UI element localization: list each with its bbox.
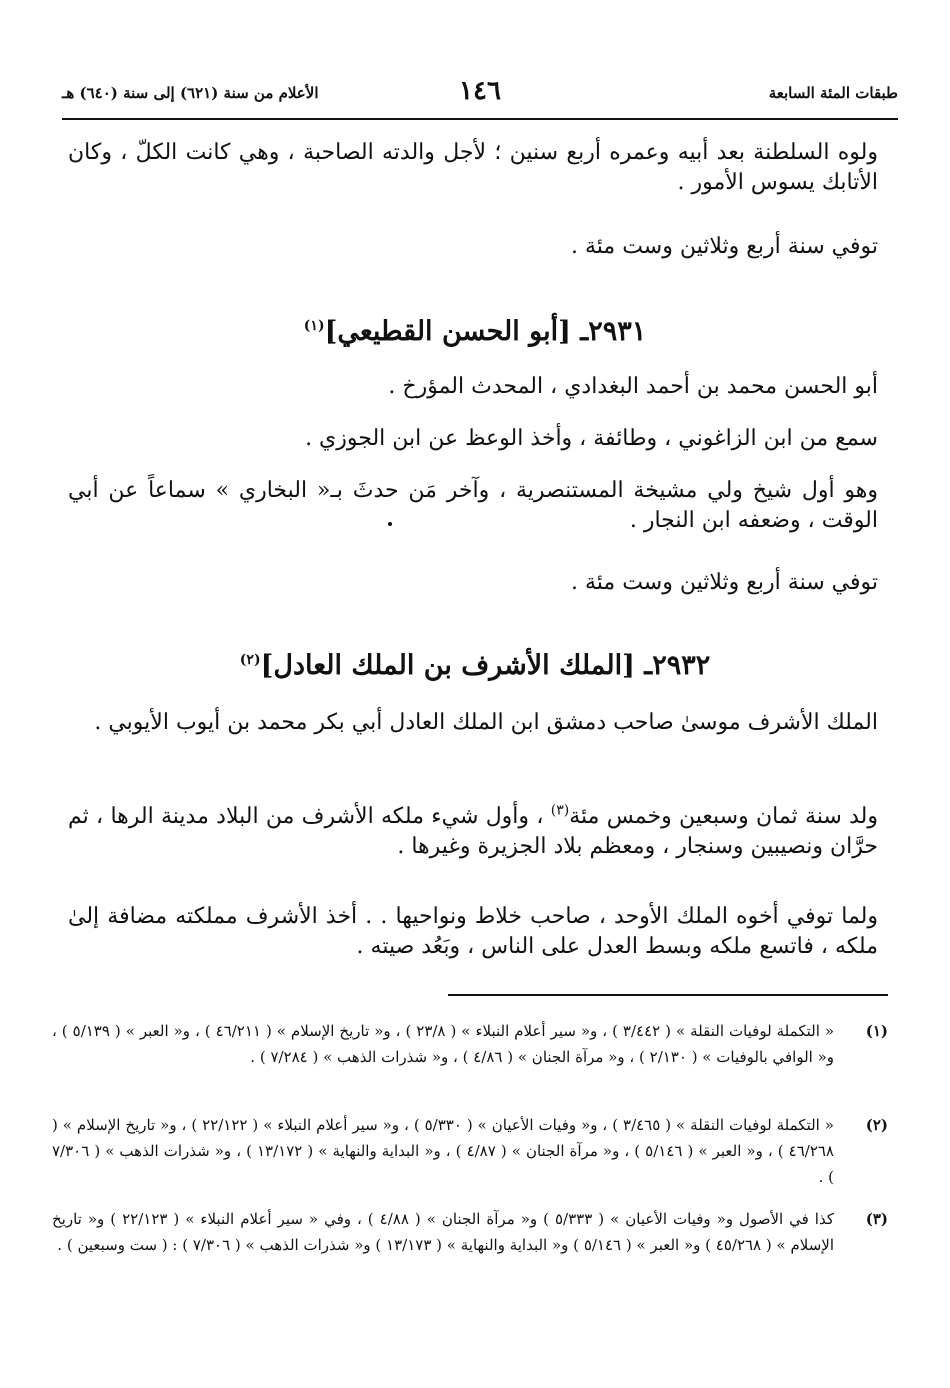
header-rule [62, 118, 898, 120]
footnote-text: كذا في الأصول و« وفيات الأعيان » ( ٥/٣٣٣ ) و« مرآة الجنان » ( ٤/٨٨ ) ، وفي « سير أعلام النبلاء » ( ٢٢/١٢٣ ) و« تاريخ الإسلام » ( ٤٥/٢٦٨ ) و« العبر » ( ٥/١٤٦ ) و« البداية والنهاية » ( ١٣/١٧٣ ) و« شذرات الذهب » ( ٧/٣٠٦ ) : ( ست وسبعين ) . [52, 1210, 834, 1254]
paragraph-text: ولد سنة ثمان وسبعين وخمس مئة [569, 804, 878, 829]
footnote-rule [448, 994, 888, 996]
footnote-number: (٣) [865, 1210, 888, 1228]
entry-heading-2932 [0, 650, 950, 681]
entry-2932-paragraph-3: ولما توفي أخوه الملك الأوحد ، صاحب خلاط ونواحيها . . أخذ الأشرف مملكته مضافة إلىٰ ملكه ، فاتسع ملكه وبسط العدل على الناس ، وبَعُد صيته . [68, 904, 878, 959]
header-page-number: ١٤٦ [459, 76, 501, 106]
header-year-range: الأعلام من سنة (٦٢١) إلى سنة (٦٤٠) هـ [62, 84, 319, 102]
footnote-text: « التكملة لوفيات النقلة » ( ٣/٤٤٢ ) ، و« سير أعلام النبلاء » ( ٢٣/٨ ) ، و« تاريخ الإسلام » ( ٤٦/٢١١ ) ، و« العبر » ( ٥/١٣٩ ) ، و« الوافي بالوفيات » ( ٢/١٣٠ ) ، و« مرآة الجنان » ( ٤/٨٦ ) ، و« شذرات الذهب » ( ٧/٢٨٤ ) . [52, 1022, 835, 1066]
footnote-text: « التكملة لوفيات النقلة » ( ٣/٤٦٥ ) ، و« وفيات الأعيان » ( ٥/٣٣٠ ) ، و« سير أعلام النبلاء » ( ٢٢/١٢٢ ) ، و« تاريخ الإسلام » ( ٤٦/٢٦٨ ) ، و« العبر » ( ٥/١٤٦ ) ، و« مرآة الجنان » ( ٤/٨٧ ) ، و« البداية والنهاية » ( ١٣/١٧٢ ) ، و« شذرات الذهب » ( ٧/٣٠٦ ) . [52, 1116, 834, 1186]
footnote-ref-1: (١) [303, 318, 325, 334]
entry-heading-2931 [0, 316, 950, 347]
footnote-ref-2: (٢) [239, 652, 261, 668]
entry-2931-paragraph-4: توفي سنة أربع وثلاثين وست مئة . [571, 570, 878, 595]
footnote-ref-3: (٣) [550, 802, 570, 819]
entry-2931-paragraph-2: سمع من ابن الزاغوني ، وطائفة ، وأخذ الوعظ عن ابن الجوزي . [305, 426, 878, 451]
entry-2932-paragraph-1: الملك الأشرف موسىٰ صاحب دمشق ابن الملك العادل أبي بكر محمد بن أيوب الأيوبي . [94, 710, 878, 735]
intro-paragraph-1: ولوه السلطنة بعد أبيه وعمره أربع سنين ؛ لأجل والدته الصاحبة ، وهي كانت الكلّ ، وكان الأتابك يسوس الأمور . [68, 140, 878, 195]
entry-2931-paragraph-3: وهو أول شيخ ولي مشيخة المستنصرية ، وآخر مَن حدثَ بـ« البخاري » سماعاً عن أبي الوقت ، وضعفه ابن النجار . [68, 478, 878, 533]
entry-2932-paragraph-2 [68, 802, 878, 862]
intro-paragraph-2: توفي سنة أربع وثلاثين وست مئة . [571, 234, 878, 259]
entry-2931-paragraph-1: أبو الحسن محمد بن أحمد البغدادي ، المحدث المؤرخ . [388, 374, 878, 399]
footnote-number: (٢) [865, 1116, 888, 1134]
header-section-title: طبقات المئة السابعة [768, 84, 898, 102]
footnote-number: (١) [865, 1022, 888, 1040]
entry-title: ٢٩٣١ـ [أبو الحسن القطيعي] [324, 316, 647, 347]
paragraph-text: ، وأول شيء ملكه الأشرف من البلاد مدينة الرها ، ثم حرَّان ونصيبين وسنجار ، ومعظم بلاد الجزيرة وغيرها . [68, 804, 878, 859]
entry-title: ٢٩٣٢ـ [الملك الأشرف بن الملك العادل] [260, 650, 711, 681]
ink-speck [388, 522, 392, 526]
running-header [62, 78, 898, 118]
